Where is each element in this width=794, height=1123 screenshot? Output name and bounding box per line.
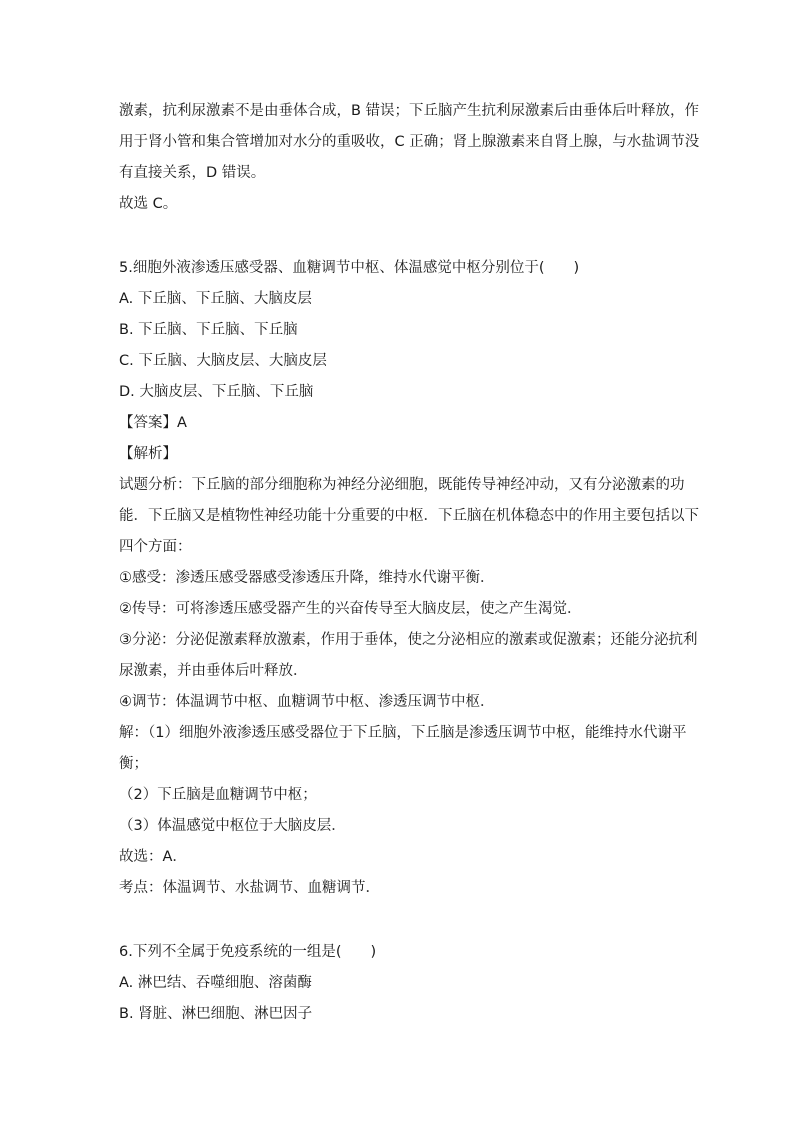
analysis-label: 【解析】: [119, 446, 177, 462]
option-a: A. 淋巴结、吞噬细胞、溶菌酶: [119, 975, 312, 991]
text-line: 有直接关系，D 错误。: [119, 165, 266, 181]
text-line: 试题分析：下丘脑的部分细胞称为神经分泌细胞，既能传导神经冲动，又有分泌激素的功: [119, 477, 685, 493]
text-line: ③分泌：分泌促激素释放激素，作用于垂体，使之分泌相应的激素或促激素；还能分泌抗利: [119, 632, 698, 648]
option-b: B. 肾脏、淋巴细胞、淋巴因子: [119, 1006, 313, 1022]
text-line: 故选：A．: [119, 849, 187, 865]
text-line: 尿激素，并由垂体后叶释放．: [119, 663, 308, 679]
text-line: 解：（1）细胞外液渗透压感受器位于下丘脑，下丘脑是渗透压调节中枢，能维持水代谢平: [119, 725, 687, 741]
answer-label: 【答案】A: [119, 415, 187, 431]
text-line: ②传导：可将渗透压感受器产生的兴奋传导至大脑皮层，使之产生渴觉．: [119, 601, 582, 617]
option-a: A. 下丘脑、下丘脑、大脑皮层: [119, 291, 312, 307]
text-line: ④调节：体温调节中枢、血糖调节中枢、渗透压调节中枢．: [119, 694, 495, 710]
text-line: （3）体温感觉中枢位于大脑皮层．: [119, 818, 346, 834]
text-line: （2）下丘脑是血糖调节中枢；: [119, 787, 317, 803]
option-c: C. 下丘脑、大脑皮层、大脑皮层: [119, 353, 327, 369]
text-line: 故选 C。: [119, 196, 178, 212]
text-line: 激素，抗利尿激素不是由垂体合成，B 错误；下丘脑产生抗利尿激素后由垂体后叶释放，作: [119, 103, 700, 119]
text-line: 四个方面：: [119, 539, 192, 555]
text-line: 衡；: [119, 756, 148, 772]
text-line: 能．下丘脑又是植物性神经功能十分重要的中枢．下丘脑在机体稳态中的作用主要包括以下: [119, 508, 699, 524]
text-line: ①感受：渗透压感受器感受渗透压升降，维持水代谢平衡．: [119, 570, 495, 586]
question-6-stem: 6.下列不全属于免疫系统的一组是( ): [119, 944, 377, 960]
option-d: D. 大脑皮层、下丘脑、下丘脑: [119, 384, 314, 400]
text-line: 考点：体温调节、水盐调节、血糖调节．: [119, 880, 380, 896]
question-5-stem: 5.细胞外液渗透压感受器、血糖调节中枢、体温感觉中枢分别位于( ): [119, 260, 580, 276]
text-line: 用于肾小管和集合管增加对水分的重吸收，C 正确；肾上腺激素来自肾上腺，与水盐调节没: [119, 134, 700, 150]
option-b: B. 下丘脑、下丘脑、下丘脑: [119, 322, 298, 338]
